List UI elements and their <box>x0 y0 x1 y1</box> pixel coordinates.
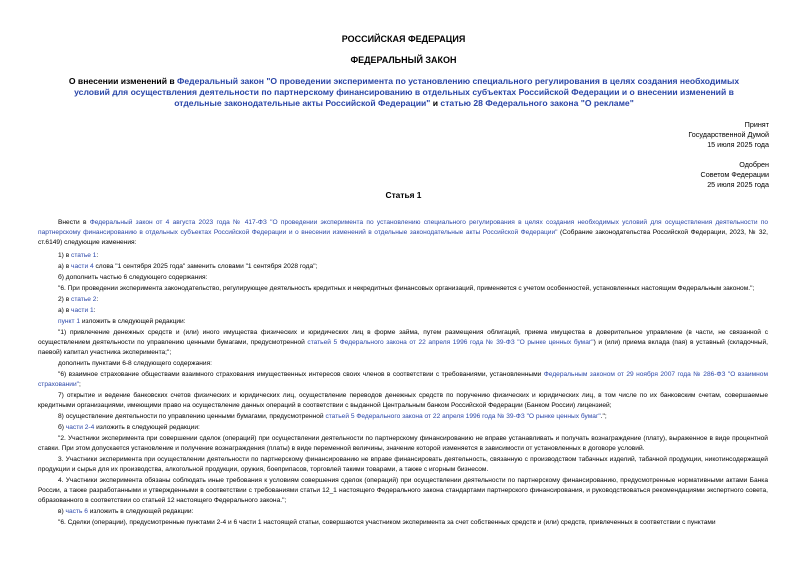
item-2b <box>38 423 768 433</box>
text: изложить в следующей редакции: <box>94 424 200 431</box>
adoption-line: Принят <box>744 120 769 129</box>
link-parts-2-4[interactable]: части 2-4 <box>65 424 95 431</box>
country-heading: РОССИЙСКАЯ ФЕДЕРАЦИЯ <box>341 34 466 44</box>
adoption-date: 15 июля 2025 года <box>707 140 769 149</box>
link-securities-law-2[interactable]: статьей 5 Федерального закона от 22 апреля 1996 года № 39-ФЗ "О рынке ценных бумаг" <box>325 413 601 420</box>
title-mid: и <box>430 98 441 108</box>
text: б) <box>58 424 66 431</box>
text: ; <box>79 381 81 388</box>
item-2a-add: дополнить пунктами 6-8 следующего содержания: <box>58 360 212 367</box>
item-1 <box>38 251 768 261</box>
law-type-heading: ФЕДЕРАЛЬНЫЙ ЗАКОН <box>350 55 457 65</box>
text: слова "1 сентября 2025 года" заменить словами "1 сентября 2028 года"; <box>93 263 318 270</box>
item-1b-text: "6. При проведении эксперимента законодательство, регулирующее деятельность кредитных и некредитных финансовых организаций, применяется с учетом особенностей, установленных настоящим Федеральным законом."; <box>58 285 755 292</box>
item-2a-text <box>38 328 768 358</box>
link-mutual-insurance-law[interactable]: Федеральным законом от 29 ноября 2007 года № 286-ФЗ "О взаимном страховании" <box>38 371 768 388</box>
text: изложить в следующей редакции: <box>87 508 194 515</box>
article-heading: Статья 1 <box>385 190 422 200</box>
part-4-text: 4. Участники эксперимента обязаны соблюдать иные требования к условиям совершения сделок (операций) при осуществлении деятельности по партнерскому финансированию, предусмотренные нормативными актами Банка России, а также разработанными и утвержденными в соответствии с требованиями статьи 12_1 настоящего Федерального закона стандартами партнерского финансирования, и руководствоваться рекомендациями экспертного совета, образованного в соответствии со статьей 12 настоящего Федерального закона."; <box>38 477 768 504</box>
item-2a-6 <box>38 370 768 390</box>
item-2a-point <box>38 317 768 327</box>
item-2a <box>38 306 768 316</box>
text: а) в <box>58 307 72 314</box>
part-2-text: "2. Участники эксперимента при совершении сделок (операций) при осуществлении деятельности по партнерскому финансированию не вправе устанавливать и получать вознаграждение (плату), выраженное в виде процентной ставки. При этом допускается установление и получение вознаграждения (платы) в виде переменной величины, значение которой изменяется в зависимости от установленных в договоре условий. <box>38 435 768 452</box>
item-2 <box>38 295 768 305</box>
text: 1) в <box>58 252 72 259</box>
approval-line: Одобрен <box>739 160 769 169</box>
approval-block <box>701 160 769 190</box>
title-prefix: О внесении изменений в <box>68 76 178 86</box>
text: 8) осуществление деятельности по управлению ценными бумагами, предусмотренной <box>58 413 326 420</box>
title-link-advertising-law[interactable]: статью 28 Федерального закона "О рекламе" <box>440 98 634 108</box>
text: изложить в следующей редакции: <box>80 318 186 325</box>
approval-line: Советом Федерации <box>700 170 769 179</box>
item-2a-7: 7) открытие и ведение банковских счетов физических и юридических лиц, осуществление переводов денежных средств по поручению физических и юридических лиц, в том числе по их банковским счетам, совершаемые кредитными организациями, имеющими право на осуществление данных операций в соответствии с выданной Центральным банком Российской Федерации (Банком России) лицензией; <box>38 392 768 409</box>
text: Внести в <box>58 219 90 226</box>
link-part-4[interactable]: части 4 <box>71 263 94 270</box>
link-part-6[interactable]: часть 6 <box>65 508 88 515</box>
adoption-line: Государственной Думой <box>688 130 769 139</box>
title-link-federal-law[interactable]: Федеральный закон "О проведении эксперимента по установлению специального регулирования в целях создания необходимых условий для осуществления деятельности по партнерскому финансированию в отдельных субъектах Российской Федерации и о внесении изменений в отдельные законодательные акты Российской Федерации" <box>74 76 740 108</box>
item-2c <box>38 507 768 517</box>
text: "1) привлечение денежных средств и (или) иного имущества физических и юридических лиц в форме займа, путем размещения облигаций, приема имущества в доверительное управление (в части, не связанной с осуществлением деятельности по управлению ценными бумагами, предусмотренной <box>38 329 768 346</box>
text: : <box>93 307 96 314</box>
text: ) и (или) приема вклада (пая) в уставный (складочный, паевой) капитал участника эксперимента;"; <box>38 339 768 356</box>
law-title <box>56 76 752 109</box>
part-3-text: 3. Участники эксперимента при осуществлении деятельности по партнерскому финансированию не вправе финансировать деятельность, связанную с производством табачных изделий, табачной продукции, никотинсодержащей продукции и сырья для их производства, алкогольной продукции, оружия, боеприпасов, торговлей такими товарами, а также с игорным бизнесом. <box>38 456 768 473</box>
text: (Собрание законодательства Российской Федерации, 2023, № 32, ст.6149) следующие изменения: <box>38 229 768 246</box>
link-part-1[interactable]: части 1 <box>71 307 94 314</box>
link-article-1[interactable]: статье 1 <box>71 252 97 259</box>
text: 2) в <box>58 296 72 303</box>
intro-paragraph <box>38 218 768 248</box>
item-2a-8 <box>38 412 768 422</box>
link-article-2[interactable]: статье 2 <box>71 296 97 303</box>
part-6-text: "6. Сделки (операции), предусмотренные пунктами 2-4 и 6 части 1 настоящей статьи, совершаются участником эксперимента за счет собственных средств и (или) средств, привлеченных в соответствии с пунктами <box>58 519 716 526</box>
text: в) <box>58 508 66 515</box>
adoption-block <box>688 120 769 150</box>
text: а) в <box>58 263 72 270</box>
article-body <box>38 218 768 529</box>
text: : <box>96 296 99 303</box>
text: : <box>96 252 99 259</box>
link-point-1[interactable]: пункт 1 <box>58 318 80 325</box>
text: ."; <box>600 413 607 420</box>
link-securities-law[interactable]: статьей 5 Федерального закона от 22 апреля 1996 года № 39-ФЗ "О рынке ценных бумаг" <box>307 339 594 346</box>
text: "6) взаимное страхование обществами взаимного страхования имущественных интересов своих членов в соответствии с требованиями, установленными <box>58 371 544 378</box>
item-1a <box>38 262 768 272</box>
approval-date: 25 июля 2025 года <box>707 180 769 189</box>
link-federal-law-417[interactable]: Федеральный закон от 4 августа 2023 года № 417-ФЗ "О проведении эксперимента по установлению специального регулирования в целях создания необходимых условий для осуществления деятельности по партнерскому финансированию в отдельных субъектах Российской Федерации и о внесении изменений в отдельные законодательные акты Российской Федерации" <box>38 219 768 236</box>
item-1b: б) дополнить частью 6 следующего содержания: <box>58 274 208 281</box>
